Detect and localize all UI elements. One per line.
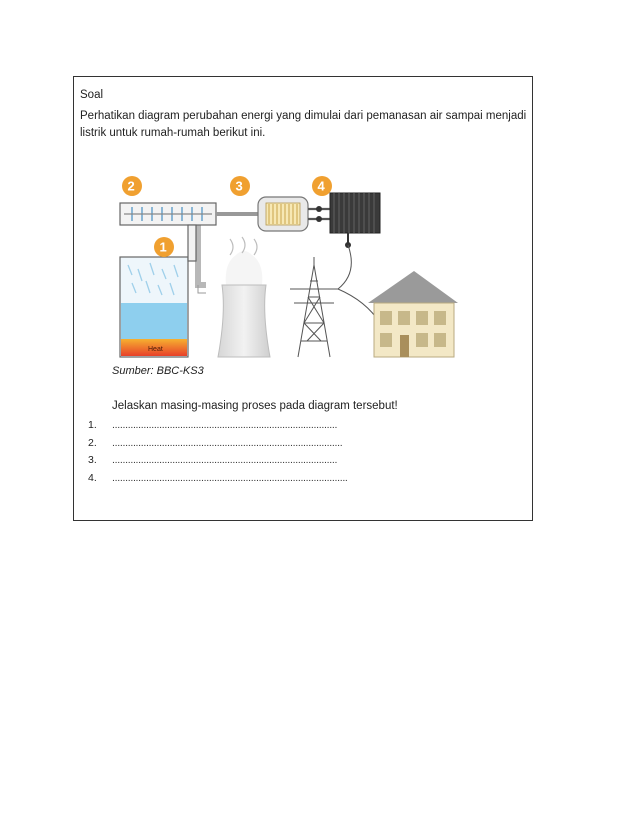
svg-text:2: 2 <box>127 178 135 194</box>
step-badge-2 <box>122 176 142 196</box>
worksheet-intro: Perhatikan diagram perubahan energi yang dimulai dari pemanasan air sampai menjadi listrik untuk rumah-rumah berikut ini. <box>80 110 527 139</box>
water-body <box>121 303 187 339</box>
step-badge-1 <box>154 237 174 257</box>
step-badge-3 <box>230 176 250 196</box>
generator <box>258 197 308 231</box>
answer-number: 2. <box>88 436 97 449</box>
svg-text:4: 4 <box>317 178 325 194</box>
list-item <box>88 452 388 470</box>
transformer <box>330 193 380 248</box>
worksheet-title: Soal <box>80 89 104 101</box>
svg-text:1: 1 <box>159 239 167 255</box>
step-badge-4 <box>312 176 332 196</box>
svg-text:3: 3 <box>235 178 243 194</box>
house <box>368 271 458 357</box>
boiler-tank <box>120 257 188 357</box>
list-item <box>88 417 388 435</box>
answer-number: 1. <box>88 419 97 431</box>
cooling-tower <box>218 237 270 357</box>
energy-conversion-diagram <box>118 173 458 365</box>
answer-list <box>88 417 388 487</box>
power-pylon <box>290 245 380 357</box>
tower-plume <box>226 251 263 285</box>
answer-number: 3. <box>88 454 97 466</box>
list-item <box>88 470 388 488</box>
question-text: Jelaskan masing-masing proses pada diagram tersebut! <box>112 400 398 412</box>
answer-line: ........................................................................................ <box>112 436 343 449</box>
answer-line: ...................................................................................... <box>112 454 338 466</box>
answer-line: ...................................................................................... <box>112 419 338 431</box>
question-box <box>73 76 533 521</box>
diagram-source: Sumber: BBC-KS3 <box>112 365 204 377</box>
list-item <box>88 435 388 453</box>
answer-line: .......................................................................................... <box>112 471 348 484</box>
heat-label: Heat <box>148 346 163 353</box>
answer-number: 4. <box>88 471 97 484</box>
